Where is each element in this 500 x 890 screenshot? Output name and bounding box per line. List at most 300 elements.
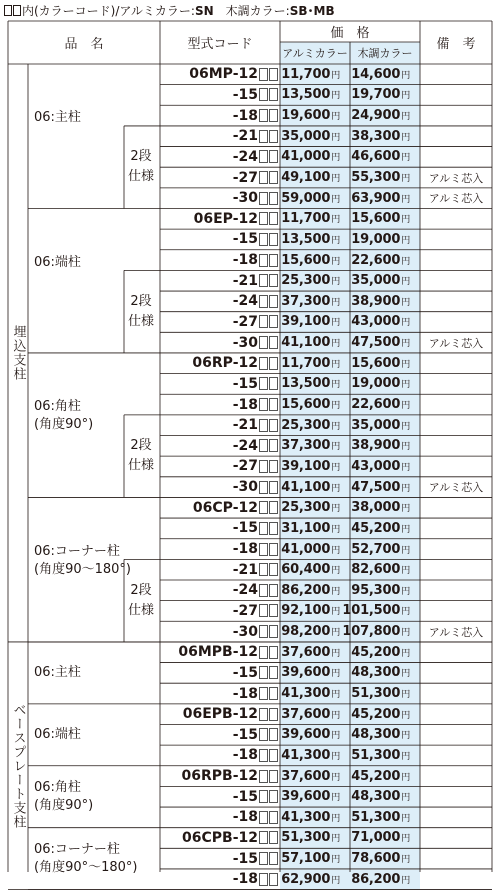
color-code-note	[4, 2, 335, 20]
model-code: -18	[232, 396, 258, 413]
color-code-box-icon	[269, 171, 278, 184]
model-code-cell	[160, 724, 280, 745]
wood-price: 107,800	[342, 624, 401, 640]
color-code-box-icon	[259, 749, 268, 762]
yen-unit: 円	[401, 380, 410, 391]
yen-unit: 円	[331, 421, 340, 432]
alumi-price: 62,900	[281, 871, 331, 887]
wood-price: 46,600	[351, 149, 401, 165]
color-code-box-icon	[269, 233, 278, 246]
model-code-cell	[160, 642, 280, 663]
wood-price-cell	[350, 208, 420, 229]
color-code-box-icon	[259, 852, 268, 865]
alumi-price-cell	[280, 518, 350, 539]
color-code-box-icon	[269, 398, 278, 411]
color-code-box-icon	[259, 274, 268, 287]
alumi-price: 60,400	[281, 562, 331, 578]
yen-unit: 円	[331, 401, 340, 412]
color-code-box-icon	[259, 192, 268, 205]
wood-price: 95,300	[351, 582, 401, 598]
wood-price: 82,600	[351, 562, 401, 578]
color-code-box-icon	[269, 790, 278, 803]
model-code: -24	[232, 437, 258, 454]
color-code-box-icon	[259, 522, 268, 535]
two-stage-line: 2段	[130, 438, 152, 454]
color-code-box-icon	[269, 481, 278, 494]
wood-price-cell	[350, 188, 420, 209]
color-code-box-icon	[259, 315, 268, 328]
alumi-price: 41,300	[281, 686, 331, 701]
wood-price: 22,600	[351, 252, 401, 268]
category-label-text: ベースプレート支柱	[10, 702, 26, 829]
model-code: 06CPB-12	[182, 829, 258, 846]
yen-unit: 円	[401, 504, 410, 515]
product-name-angle: (角度90°)	[34, 797, 94, 813]
yen-unit: 円	[331, 442, 340, 453]
color-code-box-icon	[259, 419, 268, 432]
model-code: -18	[232, 107, 258, 124]
yen-unit: 円	[331, 483, 340, 494]
wood-price-cell	[350, 559, 420, 580]
yen-unit: 円	[331, 339, 340, 350]
wood-price: 45,200	[351, 520, 401, 536]
alumi-price: 37,600	[281, 644, 331, 660]
model-code-cell	[160, 539, 280, 560]
model-code: -30	[232, 479, 258, 496]
header-hinmei: 品 名	[64, 37, 104, 52]
color-code-box-icon	[269, 192, 278, 205]
alumi-price: 41,100	[281, 335, 331, 351]
color-code-box-icon	[269, 543, 278, 556]
wood-price: 15,600	[351, 211, 401, 227]
color-code-box-icon	[259, 357, 268, 370]
alumi-price: 86,200	[281, 582, 331, 598]
wood-price: 19,000	[351, 376, 401, 392]
yen-unit: 円	[331, 793, 340, 804]
product-name-main: 06:角柱	[34, 779, 81, 795]
color-code-box-icon	[259, 171, 268, 184]
wood-price: 47,500	[351, 479, 401, 495]
model-code: -21	[232, 561, 258, 578]
model-code-cell	[160, 621, 280, 642]
model-code-cell	[160, 807, 280, 828]
yen-unit: 円	[331, 607, 340, 618]
color-code-box-icon	[259, 460, 268, 473]
wood-price-cell	[350, 415, 420, 436]
wood-price-cell	[350, 766, 420, 787]
model-code: -24	[232, 582, 258, 599]
alumi-price: 25,300	[281, 273, 331, 289]
color-code-box-icon	[269, 254, 278, 267]
wood-price-cell	[350, 642, 420, 663]
wood-price: 71,000	[351, 830, 401, 846]
color-code-box-icon	[259, 790, 268, 803]
wood-price-cell	[350, 270, 420, 291]
model-code-cell	[160, 250, 280, 271]
color-code-box-icon	[259, 811, 268, 824]
color-code-box-icon	[269, 274, 278, 287]
model-code: -27	[232, 602, 258, 619]
color-code-box-icon	[269, 728, 278, 741]
color-code-box-icon	[259, 233, 268, 246]
product-name	[34, 398, 126, 434]
alumi-price-cell	[280, 147, 350, 168]
wood-price-cell	[350, 745, 420, 766]
alumi-price-cell	[280, 188, 350, 209]
color-code-box-icon	[259, 481, 268, 494]
model-code: 06CP-12	[192, 499, 258, 516]
alumi-price: 41,000	[281, 149, 331, 165]
yen-unit: 円	[331, 545, 340, 556]
wood-price: 48,300	[351, 789, 401, 805]
wood-price-cell	[350, 436, 420, 457]
yen-unit: 円	[401, 91, 410, 102]
yen-unit: 円	[331, 751, 340, 762]
alumi-price: 11,700	[281, 355, 331, 371]
color-code-box-icon	[269, 315, 278, 328]
wood-price: 45,200	[351, 706, 401, 722]
alumi-price-cell	[280, 704, 350, 725]
color-code-box-icon	[259, 543, 268, 556]
model-code-cell	[160, 580, 280, 601]
wood-price: 48,300	[351, 665, 401, 681]
alumi-price: 39,600	[281, 727, 331, 743]
product-name-main: 06:端柱	[34, 726, 81, 742]
model-code: -27	[232, 169, 258, 186]
model-code: -21	[232, 128, 258, 145]
wood-price-cell	[350, 394, 420, 415]
yen-unit: 円	[401, 318, 410, 329]
model-code-cell	[160, 477, 280, 498]
color-code-box-icon	[269, 88, 278, 101]
wood-price-cell	[342, 601, 420, 622]
model-code-cell	[160, 497, 280, 518]
alumi-price-cell	[280, 353, 350, 374]
color-code-box-icon	[259, 109, 268, 122]
two-stage-line: 仕様	[127, 602, 154, 618]
color-code-box-icon	[269, 357, 278, 370]
product-name-main: 06:主柱	[34, 110, 81, 126]
model-code-cell	[160, 683, 280, 704]
alumi-price-cell	[280, 436, 350, 457]
color-code-box-icon	[269, 749, 278, 762]
model-code: -18	[232, 809, 258, 826]
wood-price-cell	[350, 167, 420, 188]
color-code-box-icon	[259, 646, 268, 659]
alumi-price: 41,300	[281, 747, 331, 763]
color-code-box-icon	[259, 708, 268, 721]
color-code-box-icon	[269, 150, 278, 163]
color-code-box-icon	[269, 460, 278, 473]
alumi-price: 57,100	[281, 851, 331, 867]
model-code-cell	[160, 518, 280, 539]
model-code-cell	[160, 456, 280, 477]
model-code: -15	[232, 231, 258, 248]
model-code-cell	[160, 105, 280, 126]
yen-unit: 円	[331, 731, 340, 742]
alumi-price-cell	[280, 250, 350, 271]
alumi-price-cell	[280, 312, 350, 333]
wood-price-cell	[350, 291, 420, 312]
color-code-box-icon	[259, 563, 268, 576]
model-code: 06MPB-12	[178, 644, 258, 661]
wood-price-cell	[350, 250, 420, 271]
model-code-cell	[160, 869, 280, 890]
alumi-price: 37,300	[281, 438, 331, 454]
model-code-cell	[160, 332, 280, 353]
alumi-price: 15,600	[281, 252, 331, 268]
wood-price: 43,000	[351, 458, 401, 474]
color-code-box-icon	[269, 109, 278, 122]
yen-unit: 円	[401, 442, 410, 453]
note-prefix: 内(カラーコード)/アルミカラー:	[22, 4, 195, 18]
yen-unit: 円	[401, 524, 410, 535]
note-mid: 木調カラー:	[213, 4, 290, 18]
header-kakaku: 価 格	[330, 26, 370, 41]
alumi-price: 98,200	[281, 624, 331, 640]
two-stage-spec-label	[124, 147, 158, 187]
alumi-price: 11,700	[281, 211, 331, 227]
color-code-box-icon	[259, 439, 268, 452]
yen-unit: 円	[331, 690, 340, 700]
model-code: -15	[232, 375, 258, 392]
model-code: -15	[232, 86, 258, 103]
yen-unit: 円	[331, 834, 340, 845]
two-stage-spec-label	[124, 292, 158, 332]
wood-price-cell	[350, 126, 420, 147]
product-name-main: 06:端柱	[34, 254, 81, 270]
color-code-box-icon	[259, 501, 268, 514]
yen-unit: 円	[331, 132, 340, 143]
color-code-box-icon	[259, 88, 268, 101]
model-code: -15	[232, 726, 258, 743]
color-code-box-icon	[269, 604, 278, 617]
two-stage-line: 2段	[130, 582, 152, 598]
category-label-text: 埋込支柱	[10, 324, 26, 381]
model-code-cell	[160, 188, 280, 209]
wood-price: 45,200	[351, 644, 401, 660]
color-code-box-icon	[269, 563, 278, 576]
color-code-box-icon	[259, 212, 268, 225]
yen-unit: 円	[331, 70, 340, 81]
color-code-box-icon	[259, 130, 268, 143]
yen-unit: 円	[331, 359, 340, 370]
wood-price-cell	[350, 85, 420, 106]
color-code-box-icon	[259, 604, 268, 617]
yen-unit: 円	[331, 462, 340, 473]
yen-unit: 円	[331, 215, 340, 226]
wood-price: 38,900	[351, 293, 401, 309]
alumi-price: 37,600	[281, 768, 331, 784]
product-name	[34, 726, 158, 744]
alumi-price-cell	[280, 601, 350, 622]
yen-unit: 円	[331, 524, 340, 535]
model-code: -18	[232, 685, 258, 702]
model-code: -24	[232, 293, 258, 310]
color-code-box-icon	[259, 728, 268, 741]
wood-price-cell	[350, 724, 420, 745]
yen-unit: 円	[401, 235, 410, 246]
color-code-box-icon	[269, 811, 278, 824]
alumi-price: 41,100	[281, 479, 331, 495]
alumi-price-cell	[280, 332, 350, 353]
wood-price-cell	[350, 147, 420, 168]
model-code: 06RPB-12	[181, 768, 258, 785]
wood-price-cell	[350, 704, 420, 725]
yen-unit: 円	[401, 607, 410, 618]
yen-unit: 円	[331, 813, 340, 824]
color-code-box-icon	[259, 377, 268, 390]
two-stage-line: 仕様	[127, 169, 154, 185]
model-code-cell	[160, 374, 280, 395]
alumi-price: 19,600	[281, 108, 331, 124]
color-code-box-icon	[259, 831, 268, 844]
model-code-cell	[160, 85, 280, 106]
alumi-price: 92,100	[281, 603, 331, 619]
model-code: -15	[232, 850, 258, 867]
alumi-price-cell	[280, 766, 350, 787]
wood-price: 63,900	[351, 190, 401, 206]
yen-unit: 円	[331, 566, 340, 577]
model-code: -18	[232, 541, 258, 558]
alumi-price-cell	[280, 497, 350, 518]
color-code-box-icon	[259, 873, 268, 886]
product-name-angle: (角度90°～180°)	[34, 859, 138, 875]
yen-unit: 円	[401, 401, 410, 412]
model-code-cell	[160, 270, 280, 291]
color-code-box-icon	[269, 687, 278, 700]
model-code-cell	[160, 704, 280, 725]
yen-unit: 円	[401, 813, 410, 824]
model-code: -27	[232, 458, 258, 475]
two-stage-line: 仕様	[127, 313, 154, 329]
wood-price: 35,000	[351, 273, 401, 289]
header-alumi-color: アルミカラー	[280, 42, 350, 64]
alumi-price: 35,000	[281, 128, 331, 144]
wood-price-cell	[350, 64, 420, 85]
alumi-price-cell	[280, 745, 350, 766]
wood-price-cell	[350, 105, 420, 126]
wood-price: 38,900	[351, 438, 401, 454]
model-code-cell	[160, 786, 280, 807]
alumi-price: 31,100	[281, 520, 331, 536]
wood-price: 55,300	[351, 170, 401, 185]
alumi-price-cell	[280, 621, 350, 642]
wood-price-cell	[350, 683, 420, 704]
color-code-box-icon	[269, 419, 278, 432]
alumi-price: 37,600	[281, 706, 331, 722]
model-code: -18	[232, 747, 258, 764]
wood-price-cell	[350, 353, 420, 374]
model-code-cell	[160, 126, 280, 147]
model-code-cell	[160, 353, 280, 374]
alumi-price: 59,000	[281, 190, 331, 206]
alumi-price: 13,500	[281, 231, 331, 247]
wood-price-cell	[350, 477, 420, 498]
color-code-box-icon	[269, 377, 278, 390]
model-code-cell	[160, 291, 280, 312]
two-stage-line: 仕様	[127, 458, 154, 474]
model-code: -30	[232, 334, 258, 351]
two-stage-line: 2段	[130, 293, 152, 309]
color-code-box-icon	[269, 68, 278, 81]
yen-unit: 円	[401, 690, 410, 700]
yen-unit: 円	[331, 504, 340, 515]
model-code: -27	[232, 313, 258, 330]
two-stage-spec-label	[124, 436, 158, 476]
remark: アルミ芯入	[428, 481, 484, 495]
color-code-box-icon	[259, 150, 268, 163]
yen-unit: 円	[401, 772, 410, 783]
color-code-box-icon	[269, 584, 278, 597]
alumi-price-cell	[280, 559, 350, 580]
yen-unit: 円	[331, 669, 340, 680]
color-code-box-icon	[259, 687, 268, 700]
alumi-price-cell	[280, 456, 350, 477]
color-code-box-icon	[269, 501, 278, 514]
model-code: -30	[232, 190, 258, 207]
alumi-price-cell	[280, 229, 350, 250]
wood-price: 15,600	[351, 355, 401, 371]
wood-price-cell	[350, 312, 420, 333]
wood-price: 86,200	[351, 871, 401, 887]
placeholder-box-icon	[13, 5, 21, 16]
model-code: 06MP-12	[189, 66, 258, 83]
wood-price-cell	[350, 374, 420, 395]
alumi-price: 39,600	[281, 789, 331, 805]
yen-unit: 円	[401, 215, 410, 226]
model-code: -15	[232, 788, 258, 805]
product-name	[34, 779, 158, 815]
color-code-box-icon	[269, 336, 278, 349]
alumi-price: 15,600	[281, 397, 331, 413]
two-stage-line: 2段	[130, 149, 152, 165]
yen-unit: 円	[401, 751, 410, 762]
model-code-cell	[160, 312, 280, 333]
model-code: 06EP-12	[193, 210, 258, 227]
wood-price: 51,300	[351, 686, 401, 701]
yen-unit: 円	[331, 256, 340, 267]
alumi-price-cell	[280, 580, 350, 601]
alumi-price-cell	[280, 270, 350, 291]
product-name	[34, 543, 131, 579]
yen-unit: 円	[401, 586, 410, 597]
color-code-box-icon	[269, 212, 278, 225]
wood-price: 52,700	[351, 541, 401, 557]
remark: アルミ芯入	[428, 171, 484, 185]
model-code-cell	[160, 394, 280, 415]
product-name-angle: (角度90°)	[34, 417, 94, 433]
wood-price-cell	[350, 580, 420, 601]
alumi-price-cell	[280, 105, 350, 126]
wood-price-cell	[350, 332, 420, 353]
product-name	[34, 254, 126, 272]
yen-unit: 円	[331, 297, 340, 308]
wood-price-cell	[350, 539, 420, 560]
wood-price: 24,900	[351, 108, 401, 124]
model-code: -21	[232, 417, 258, 434]
yen-unit: 円	[401, 462, 410, 473]
product-name-main: 06:コーナー柱	[34, 841, 120, 857]
model-code-cell	[160, 745, 280, 766]
yen-unit: 円	[401, 174, 410, 184]
yen-unit: 円	[401, 648, 410, 659]
alumi-price-cell	[280, 848, 350, 869]
product-name	[34, 664, 158, 682]
wood-price-cell	[350, 497, 420, 518]
color-code-box-icon	[269, 130, 278, 143]
yen-unit: 円	[331, 648, 340, 659]
